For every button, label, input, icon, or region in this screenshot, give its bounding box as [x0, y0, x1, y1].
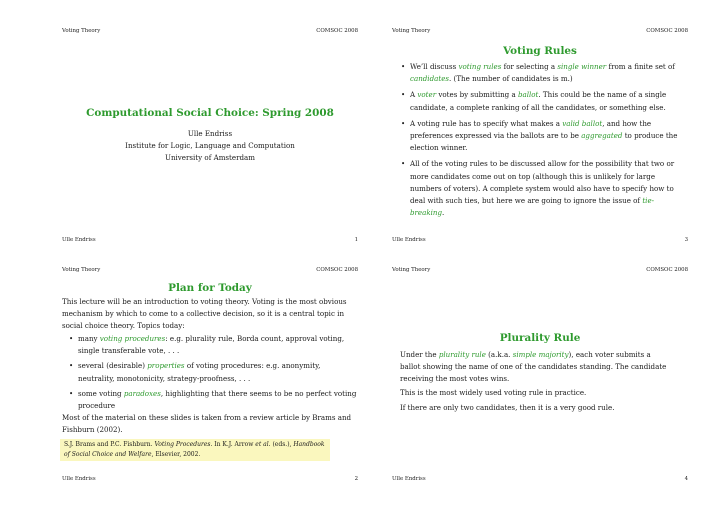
header-right: COMSOC 2008 [316, 267, 358, 273]
university: University of Amsterdam [164, 153, 255, 163]
outro-paragraph: Most of the material on these slides is taken from a review article by Brams and Fishburn (2002). [62, 413, 352, 435]
bullet-icon: • [401, 159, 406, 169]
bullet-icon: • [69, 361, 74, 371]
slide-header [62, 28, 358, 35]
bullet-icon: • [401, 90, 406, 100]
bullet-item: • many voting procedures: e.g. plurality rule, Borda count, approval voting, single transferable vote, . . . [69, 334, 345, 356]
header-right: COMSOC 2008 [646, 267, 688, 273]
header-left: Voting Theory [62, 28, 101, 34]
slide-header [392, 267, 688, 274]
bullet-item: • A voting rule has to specify what makes a valid ballot, and how the preferences expressed via the ballots are to be aggregated to produce the election winner. [401, 118, 678, 153]
header-left: Voting Theory [392, 267, 431, 273]
page-number: 2 [354, 476, 358, 482]
slide-title: Computational Social Choice: Spring 2008 [86, 107, 334, 119]
usage-paragraph: This is the most widely used voting rule in practice. [400, 388, 587, 397]
bullet-item: • several (desirable) properties of voting procedures: e.g. anonymity, neutrality, monotonicity, strategy-proofness, . . . [69, 361, 321, 383]
slide-footer [62, 476, 358, 483]
reference-box: S.J. Brams and P.C. Fishburn. Voting Procedures. In K.J. Arrow et al. (eds.), Handbook of Social Choice and Welfare, Elsevier, 2002. [60, 439, 330, 461]
slide-title: Plurality Rule [499, 332, 581, 344]
author-name: Ulle Endriss [187, 129, 233, 138]
bullet-icon: • [69, 388, 74, 398]
slide-footer [392, 237, 688, 244]
header-left: Voting Theory [62, 267, 101, 273]
slide-header [392, 28, 688, 35]
slide-footer [62, 237, 358, 244]
footer-author: Ulle Endriss [392, 476, 426, 482]
page-number: 3 [684, 237, 688, 243]
footer-author: Ulle Endriss [62, 237, 96, 243]
footer-author: Ulle Endriss [392, 237, 426, 243]
header-right: COMSOC 2008 [316, 28, 358, 34]
header-right: COMSOC 2008 [646, 28, 688, 34]
bullet-item: • All of the voting rules to be discussed allow for the possibility that two or more candidates come out on top (although this is unlikely for large numbers of voters). A complete system would also have to specify how to deal with such ties, but here we are going to ignore the issue of tie-breaking. [401, 159, 675, 218]
header-left: Voting Theory [392, 28, 431, 34]
bullet-item: • some voting paradoxes, highlighting that there seems to be no perfect voting procedure [69, 388, 357, 411]
page-number: 1 [354, 237, 358, 243]
footer-author: Ulle Endriss [62, 476, 96, 482]
two-candidates-paragraph: If there are only two candidates, then it is a very good rule. [400, 403, 615, 412]
bullet-icon: • [401, 118, 406, 128]
slide-title: Voting Rules [503, 45, 577, 57]
author-block [62, 128, 358, 165]
bullet-list [398, 61, 688, 223]
bullet-item: • A voter votes by submitting a ballot. This could be the name of a single candidate, a complete ranking of all the candidates, or something else. [401, 90, 667, 112]
institute: Institute for Logic, Language and Computation [125, 141, 295, 151]
bullet-icon: • [69, 334, 74, 343]
bullet-item: • We’ll discuss voting rules for selecting a single winner from a finite set of candidates. (The number of candidates is m.) [401, 62, 675, 84]
slide-title: Plan for Today [168, 282, 252, 294]
slide-header [62, 267, 358, 274]
definition-paragraph: Under the plurality rule (a.k.a. simple majority), each voter submits a ballot showing the name of one of the candidates standing. The candidate receiving the most votes wins. [400, 350, 667, 384]
bullet-list [66, 333, 358, 415]
slide-footer [392, 476, 688, 483]
intro-paragraph: This lecture will be an introduction to voting theory. Voting is the most obvious mechanism by which to come to a collective decision, so it is a central topic in social choice theory. Topics today: [62, 297, 347, 331]
bullet-icon: • [401, 62, 406, 71]
page-number: 4 [684, 476, 688, 482]
